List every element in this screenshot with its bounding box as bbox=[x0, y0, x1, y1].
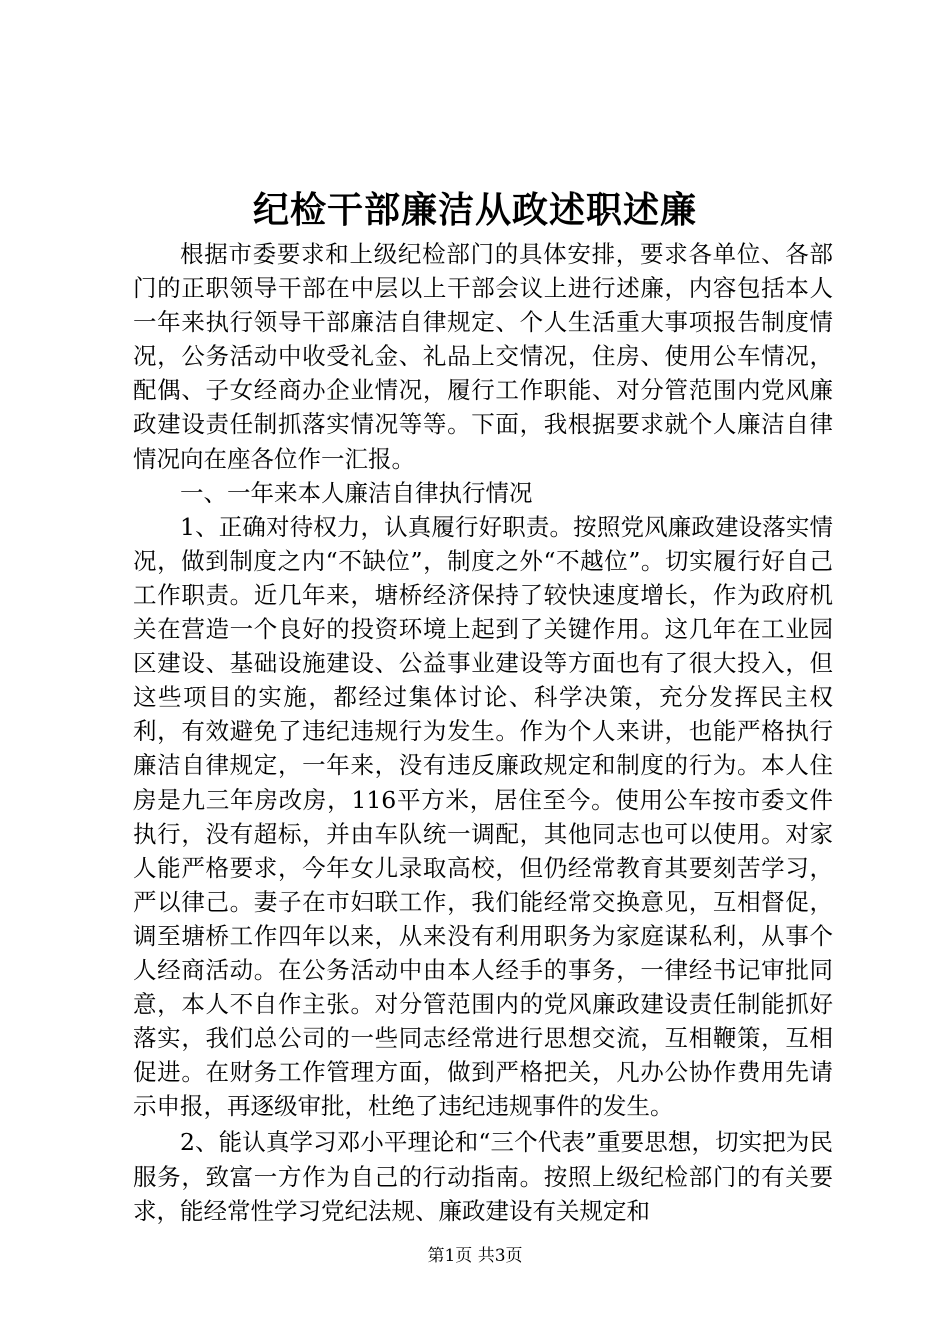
section-heading: 一、一年来本人廉洁自律执行情况 bbox=[180, 478, 533, 507]
paragraph-item-1: 1、正确对待权力，认真履行好职责。按照党风廉政建设落实情况，做到制度之内“不缺位”，制度之外“不越位”。切实履行好自己工作职责。近几年来，塘桥经济保持了较快速度增长，作为政府机关在营造一个良好的投资环境上起到了关键作用。这几年在工业园区建设、基础设施建设、公益事业建设等方面也有了很大投入，但这些项目的实施，都经过集体讨论、科学决策，充分发挥民主权利，有效避免了违纪违规行为发生。作为个人来讲，也能严格执行廉洁自律规定，一年来，没有违反廉政规定和制度的行为。本人住房是九三年房改房，116平方米，居住至今。使用公车按市委文件执行，没有超标，并由车队统一调配，其他同志也可以使用。对家人能严格要求，今年女儿录取高校，但仍经常教育其要刻苦学习，严以律己。妻子在市妇联工作，我们能经常交换意见，互相督促，调至塘桥工作四年以来，从来没有利用职务为家庭谋私利，从事个人经商活动。在公务活动中由本人经手的事务，一律经书记审批同意，本人不自作主张。对分管范围内的党风廉政建设责任制能抓好落实，我们总公司的一些同志经常进行思想交流，互相鞭策，互相促进。在财务工作管理方面，做到严格把关，凡办公协作费用先请示申报，再逐级审批，杜绝了违纪违规事件的发生。 bbox=[133, 512, 833, 1121]
document-title: 纪检干部廉洁从政述职述廉 bbox=[252, 189, 697, 231]
document-body bbox=[133, 237, 833, 1228]
paragraph-intro: 根据市委要求和上级纪检部门的具体安排，要求各单位、各部门的正职领导干部在中层以上干部会议上进行述廉，内容包括本人一年来执行领导干部廉洁自律规定、个人生活重大事项报告制度情况，公务活动中收受礼金、礼品上交情况，住房、使用公车情况，配偶、子女经商办企业情况，履行工作职能、对分管范围内党风廉政建设责任制抓落实情况等等。下面，我根据要求就个人廉洁自律情况向在座各位作一汇报。 bbox=[133, 240, 833, 473]
paragraph-item-2: 2、能认真学习邓小平理论和“三个代表”重要思想，切实把为民服务，致富一方作为自己的行动指南。按照上级纪检部门的有关要求，能经常性学习党纪法规、廉政建设有关规定和 bbox=[133, 1128, 833, 1225]
page-number-footer: 第1页 共3页 bbox=[427, 1246, 523, 1266]
